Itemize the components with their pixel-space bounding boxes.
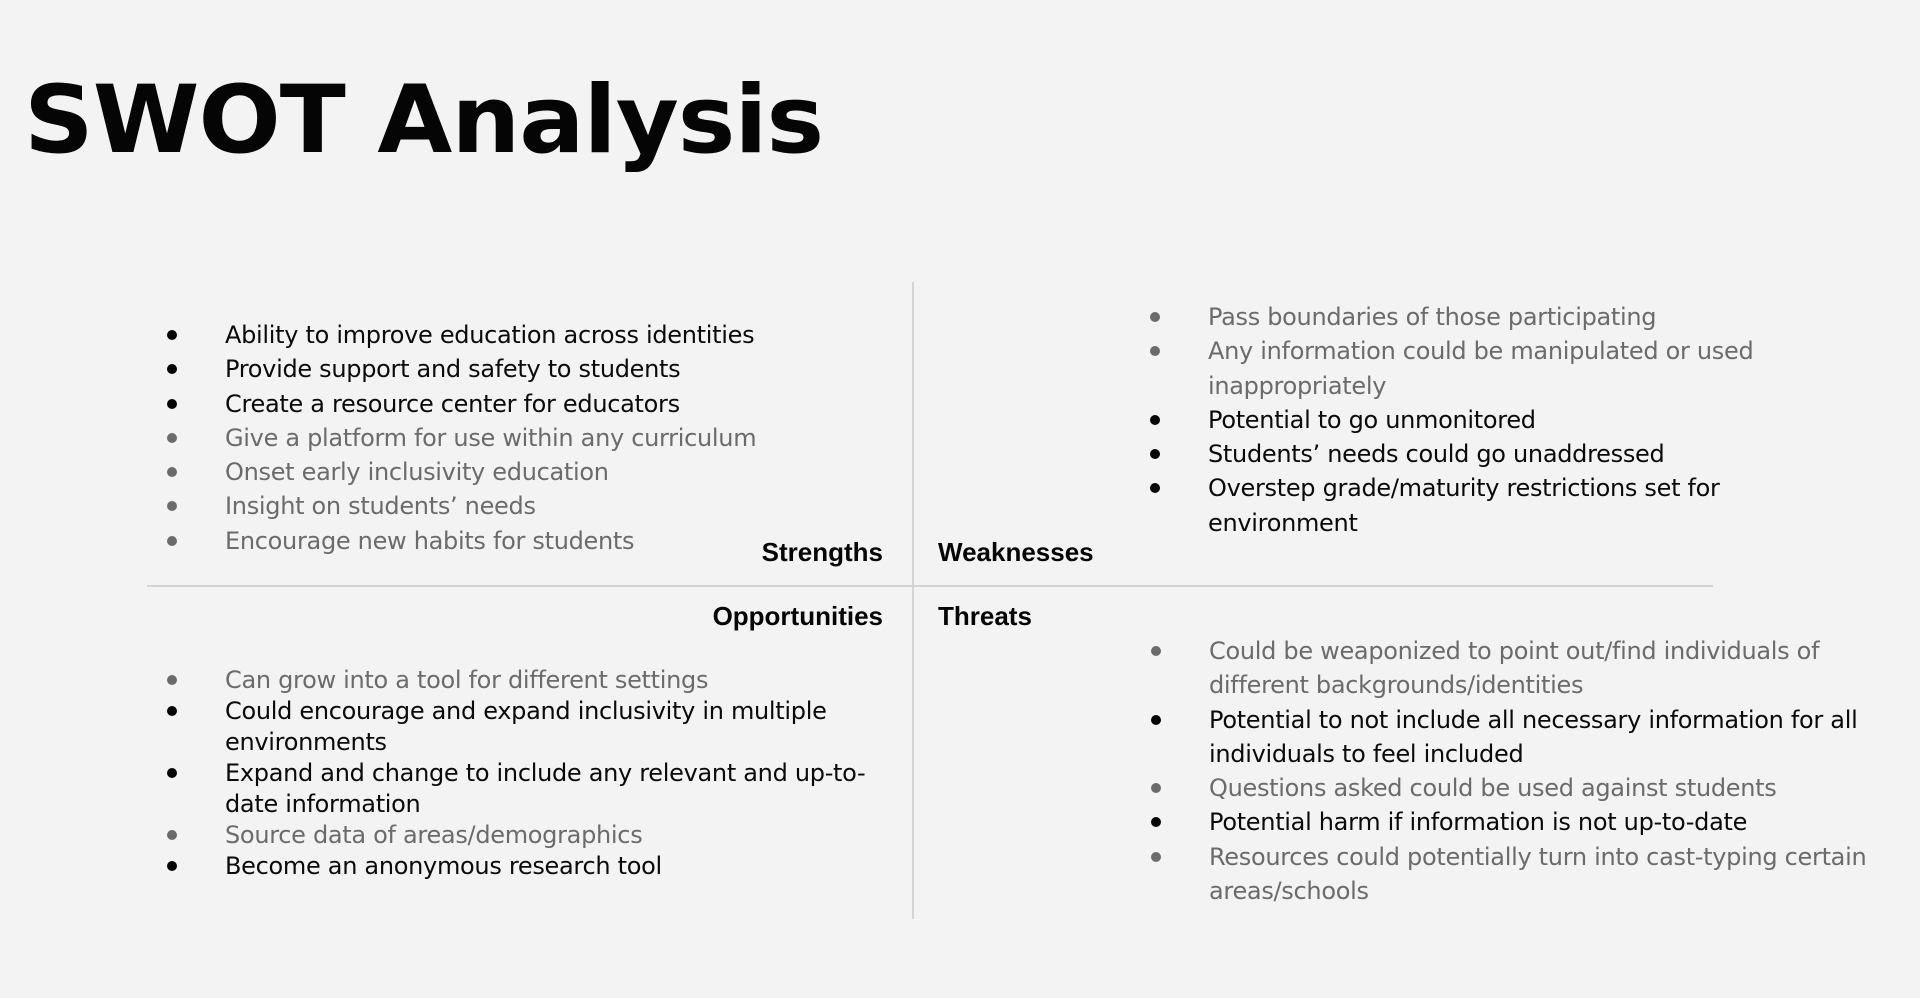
bullet-icon [1151,817,1161,827]
bullet-icon [1150,483,1160,493]
bullet-icon [1150,415,1160,425]
list-item-text: Pass boundaries of those participating [1208,303,1657,331]
list-item-text: Ability to improve education across identities [225,321,755,349]
opportunities-label: Opportunities [712,601,883,631]
list-item-text: Questions asked could be used against students [1209,774,1777,803]
bullet-icon [1151,852,1161,862]
threats-list [1209,634,1889,908]
list-item [1209,771,1889,805]
list-item-text: Onset early inclusivity education [225,458,609,487]
list-item [225,421,885,455]
threats-label: Threats [938,601,1032,631]
list-item-text: Students’ needs could go unaddressed [1208,440,1665,469]
bullet-icon [1151,783,1161,793]
bullet-icon [1151,646,1161,656]
list-item-text: Potential harm if information is not up-to-date [1209,808,1748,837]
opportunities-list [225,665,885,882]
bullet-icon [167,330,177,340]
list-item-text: Potential to not include all necessary information for all individuals to feel included [1209,705,1858,768]
list-item-text: Potential to go unmonitored [1208,405,1536,434]
list-item-text: Could be weaponized to point out/find individuals of different backgrounds/identities [1209,637,1820,700]
list-item-text: Expand and change to include any relevant and up-to-date information [225,759,866,818]
bullet-icon [1150,346,1160,356]
bullet-icon [1150,312,1160,322]
list-item-text: Source data of areas/demographics [225,821,643,849]
list-item [1209,840,1889,909]
list-item-text: Encourage new habits for students [225,526,635,555]
list-item [1208,334,1848,403]
bullet-icon [167,768,177,778]
list-item [225,758,885,820]
bullet-icon [167,399,177,409]
bullet-icon [167,675,177,685]
list-item [1208,300,1848,334]
bullet-icon [167,536,177,546]
bullet-icon [1150,449,1160,459]
list-item [225,524,885,558]
strengths-list [225,318,885,558]
list-item [225,387,885,421]
list-item [1208,471,1848,540]
weaknesses-label: Weaknesses [938,537,1094,567]
bullet-icon [167,861,177,871]
list-item [1209,634,1889,703]
list-item-text: Give a platform for use within any curriculum [225,423,757,452]
list-item-text: Become an anonymous research tool [225,852,662,880]
list-item [225,318,885,352]
list-item-text: Create a resource center for educators [225,389,680,418]
list-item [225,696,885,758]
bullet-icon [167,706,177,716]
horizontal-divider [147,585,1713,587]
page-title: SWOT Analysis [24,66,824,175]
list-item-text: Insight on students’ needs [225,492,536,521]
bullet-icon [167,830,177,840]
vertical-divider [912,282,914,919]
list-item-text: Overstep grade/maturity restrictions set for environment [1208,474,1720,537]
list-item-text: Could encourage and expand inclusivity in multiple environments [225,697,827,756]
bullet-icon [1151,715,1161,725]
list-item-text: Can grow into a tool for different settings [225,666,709,694]
list-item [225,851,885,882]
bullet-icon [167,364,177,374]
list-item-text: Resources could potentially turn into cast-typing certain areas/schools [1209,842,1867,906]
list-item [225,489,885,523]
bullet-icon [167,467,177,477]
strengths-label: Strengths [761,537,883,567]
list-item [225,665,885,696]
list-item [225,455,885,489]
bullet-icon [167,501,177,511]
list-item [1208,403,1848,437]
list-item [225,352,885,386]
list-item [1208,437,1848,471]
bullet-icon [167,433,177,443]
weaknesses-list [1208,300,1848,540]
list-item [1209,805,1889,839]
list-item-text: Any information could be manipulated or used inappropriately [1208,337,1754,400]
list-item [225,820,885,851]
list-item-text: Provide support and safety to students [225,355,681,384]
list-item [1209,703,1889,772]
